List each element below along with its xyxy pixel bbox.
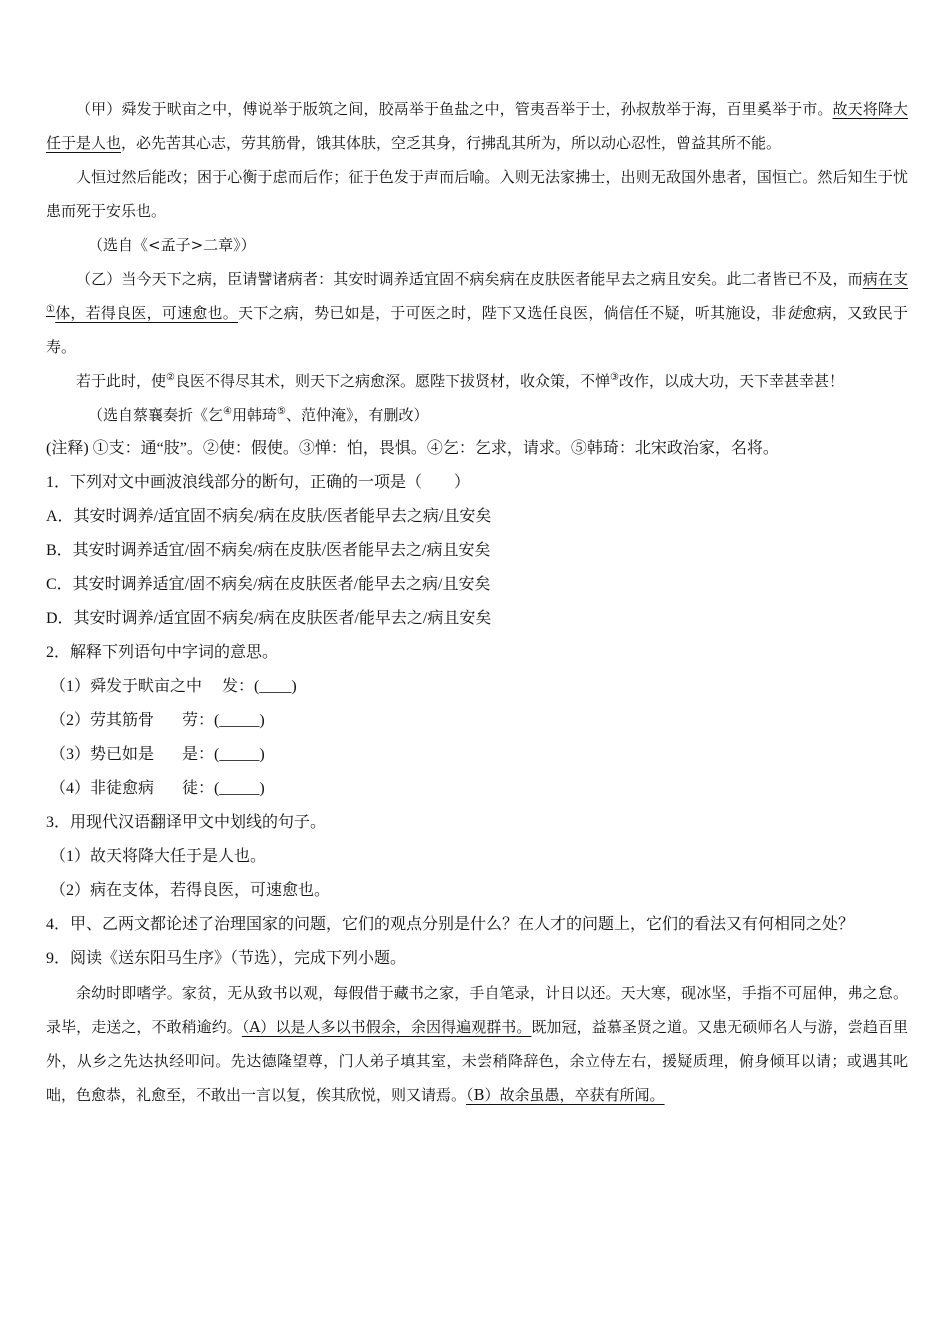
question-2: 2．解释下列语句中字词的意思。	[46, 644, 279, 661]
answer-blank[interactable]: ____	[259, 678, 292, 695]
document-page	[46, 92, 908, 1112]
underlined-sentence-a: （A）以是人多以书假余，余因得遍观群书。	[241, 1018, 532, 1036]
question-1-option-b: B．其安时调养适宜/固不病矣/病在皮肤/医者能早去之/病且安矣	[46, 542, 491, 559]
question-2-item-4: （4）非徒愈病 徒：(_____)	[46, 772, 908, 806]
question-1-option-d: D．其安时调养/适宜固不病矣/病在皮肤医者/能早去之/病且安矣	[46, 610, 492, 627]
underlined-sentence-yi-part1: 病在支	[862, 270, 908, 288]
question-3: 3．用现代汉语翻译甲文中划线的句子。	[46, 814, 327, 831]
passage-yi-paragraph-2: 若于此时，使②良医不得尽其术，则天下之病愈深。愿陛下拔贤材，收众策，不惮③改作，以成大功，天下幸甚幸甚！	[76, 372, 844, 390]
annotation-notes: (注释) ①支：通“肢”。②使：假使。③惮：怕，畏惧。④乞：乞求，请求。⑤韩琦：北宋政治家，名将。	[46, 440, 779, 457]
footnote-marker-4: ④	[223, 406, 232, 417]
question-9: 9．阅读《送东阳马生序》（节选），完成下列小题。	[46, 950, 407, 967]
question-3-item-2: （2）病在支体，若得良医，可速愈也。	[50, 882, 331, 899]
emphasized-word-tu: 徒	[786, 304, 802, 322]
answer-blank[interactable]: _____	[219, 712, 260, 729]
passage-ma-paragraph: 余幼时即嗜学。家贫，无从致书以观，每假借于藏书之家，手自笔录，计日以还。天大寒，砚冰坚，手指不可屈伸，弗之怠。录毕，走送之，不敢稍逾约。（A）以是人多以书假余，余因得遍观群书。既加冠，益慕圣贤之道。又患无硕师名人与游，尝趋百里外，从乡之先达执经叩问。先达德隆望尊，门人弟子填其室，未尝稍降辞色，余立侍左右，援疑质理，俯身倾耳以请；或遇其叱咄，色愈恭，礼愈至，不敢出一言以复，俟其欣悦，则又请焉。（B）故余虽愚，卒获有所闻。	[46, 984, 908, 1104]
question-1-option-a: A．其安时调养/适宜固不病矣/病在皮肤/医者能早去之病/且安矣	[46, 508, 492, 525]
question-2-item-2: （2）劳其筋骨 劳：(_____)	[46, 704, 908, 738]
footnote-marker-2: ②	[166, 372, 175, 383]
underlined-sentence-b: （B）故余虽愚，卒获有所闻。	[466, 1086, 665, 1104]
passage-yi-paragraph-1: （乙）当今天下之病，臣请譬诸病者：其安时调养适宜固不病矣病在皮肤医者能早去之病且安矣。此二者皆已不及，而病在支①体，若得良医，可速愈也。天下之病，势已如是，于可医之时，陛下又选任良医，倘信任不疑，听其施设，非徒愈病，又致民于寿。	[46, 270, 908, 356]
question-1: 1．下列对文中画波浪线部分的断句，正确的一项是（ ）	[46, 474, 471, 491]
passage-jia-source: （选自《<孟子>二章》）	[88, 236, 256, 254]
footnote-marker-1: ①	[46, 304, 56, 315]
passage-jia-paragraph-1: （甲）舜发于畎亩之中，傅说举于版筑之间，胶鬲举于鱼盐之中，管夷吾举于士，孙叔敖举于海，百里奚举于市。故天将降大任于是人也，必先苦其心志，劳其筋骨，饿其体肤，空乏其身，行拂乱其所为，所以动心忍性，曾益其所不能。	[46, 100, 908, 152]
question-3-item-1: （1）故天将降大任于是人也。	[50, 848, 267, 865]
answer-blank[interactable]: _____	[219, 780, 260, 797]
underlined-sentence-jia: 故天将降大任于是人也	[46, 100, 908, 152]
question-4: 4．甲、乙两文都论述了治理国家的问题，它们的观点分别是什么？在人才的问题上，它们的看法又有何相同之处？	[46, 916, 855, 933]
passage-jia-paragraph-2: 人恒过然后能改；困于心衡于虑而后作；征于色发于声而后喻。入则无法家拂士，出则无敌国外患者，国恒亡。然后知生于忧患而死于安乐也。	[46, 168, 908, 220]
underlined-sentence-yi-part2: 体，若得良医，可速愈也。	[55, 304, 238, 322]
passage-yi-source: （选自蔡襄奏折《乞④用韩琦⑤、范仲淹》，有删改）	[88, 406, 429, 424]
answer-blank[interactable]: _____	[219, 746, 260, 763]
footnote-marker-5: ⑤	[277, 406, 286, 417]
question-1-option-c: C．其安时调养适宜/固不病矣/病在皮肤医者/能早去之病/且安矣	[46, 576, 491, 593]
footnote-marker-3: ③	[610, 372, 619, 383]
question-2-item-3: （3）势已如是 是：(_____)	[46, 738, 908, 772]
question-2-item-1: （1）舜发于畎亩之中 发：(____)	[46, 670, 908, 704]
